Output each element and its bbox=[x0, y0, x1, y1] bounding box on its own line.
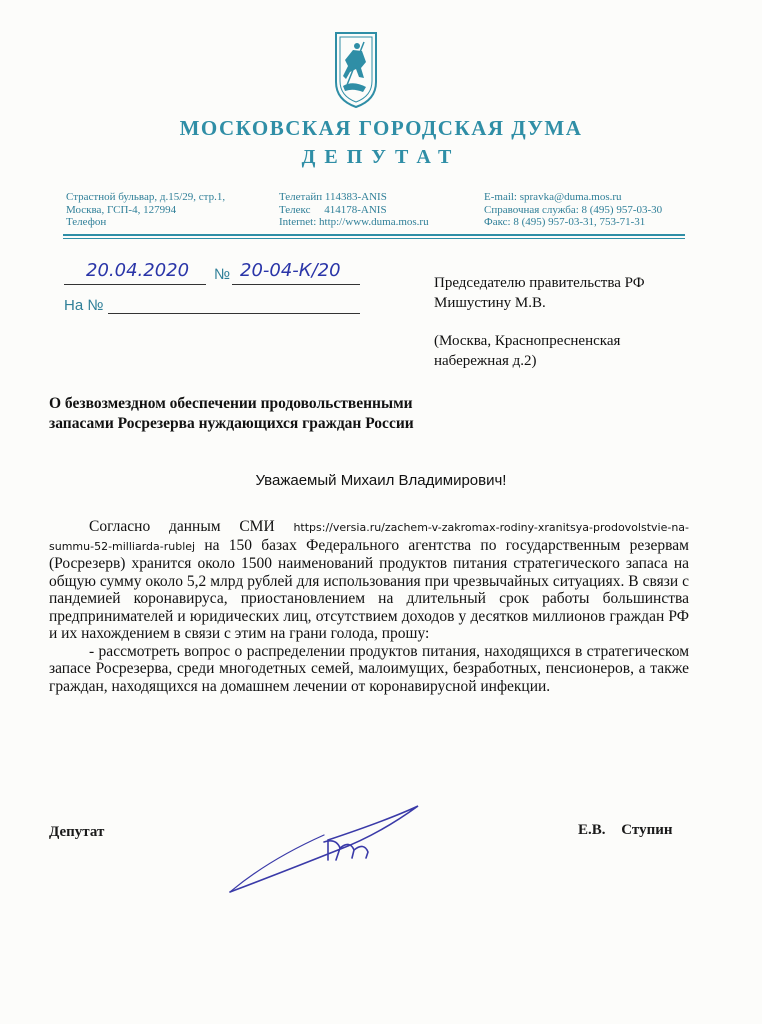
contact-line: E-mail: spravka@duma.mos.ru bbox=[484, 191, 622, 203]
number-underline bbox=[232, 284, 360, 285]
addressee-line: Мишустину М.В. bbox=[434, 295, 546, 311]
subject-line: запасами Росрезерва нуждающихся граждан России bbox=[49, 415, 414, 432]
addressee-line: набережная д.2) bbox=[434, 353, 537, 369]
body-text: на 150 базах Федерального агентства по государственным резервам (Росрезерв) хранится около 1500 наименований продуктов питания стратегического запаса на общую сумму около 5,2 млрд рублей для использования при чрезвычайных ситуациях. В связи с пандемией коронавируса, приостановлением на длительный срок работы большинства предпринимателей и юридических лиц, отсутствием доходов у десятков миллионов граждан РФ и их нахождением в связи с этим на грани голода, прошу: bbox=[49, 536, 689, 642]
on-number-label: На № bbox=[64, 297, 104, 314]
telex-line: Телекс 414178-ANIS bbox=[279, 203, 387, 216]
address-line: Страстной бульвар, д.15/29, стр.1, bbox=[66, 191, 226, 203]
body-text: Согласно данным СМИ bbox=[89, 518, 294, 535]
date-underline bbox=[64, 284, 206, 285]
header-divider-thin bbox=[63, 238, 685, 239]
org-name: МОСКОВСКАЯ ГОРОДСКАЯ ДУМА bbox=[179, 116, 583, 140]
contact-line: Справочная служба: 8 (495) 957-03-30 bbox=[484, 203, 663, 216]
header-divider bbox=[63, 234, 685, 236]
address-line: Москва, ГСП-4, 127994 bbox=[66, 203, 177, 216]
on-number-underline bbox=[108, 313, 360, 314]
handwritten-signature bbox=[228, 800, 428, 900]
letter-body bbox=[49, 518, 689, 695]
letter-date: 20.04.2020 bbox=[86, 260, 190, 281]
address-block bbox=[66, 191, 225, 229]
body-paragraph: - рассмотреть вопрос о распределении продуктов питания, находящихся в стратегическом запасе Росрезерва, среди многодетных семей, малоимущих, безработных, пенсионеров, а также граждан, находящихся на домашнем лечении от коронавирусной инфекции. bbox=[49, 642, 689, 695]
contact-line: Факс: 8 (495) 957-03-31, 753-71-31 bbox=[484, 216, 646, 228]
address-line: Телефон bbox=[66, 216, 107, 228]
signatory-role: Депутат bbox=[49, 824, 105, 840]
addressee-line: Председателю правительства РФ bbox=[434, 275, 645, 291]
letter-number: 20-04-К/20 bbox=[240, 260, 341, 281]
subject-line: О безвозмездном обеспечении продовольственными bbox=[49, 395, 413, 412]
telex-line: Телетайп 114383-ANIS bbox=[279, 191, 387, 203]
telex-block bbox=[279, 191, 429, 229]
number-label: № bbox=[214, 266, 231, 283]
greeting: Уважаемый Михаил Владимирович! bbox=[255, 472, 507, 489]
body-paragraph bbox=[49, 518, 689, 643]
addressee bbox=[434, 273, 645, 371]
addressee-line: (Москва, Краснопресненская bbox=[434, 333, 621, 349]
source-link: https://versia.ru/zachem-v-zakromax-rodiny-xranitsya-prodovolstvie-na-summu-52-milliarda-rublej bbox=[49, 521, 689, 553]
signatory-name: Е.В. Ступин bbox=[578, 822, 673, 838]
org-role: ДЕПУТАТ bbox=[301, 146, 461, 168]
subject bbox=[49, 394, 414, 434]
moscow-coat-of-arms-icon bbox=[333, 30, 379, 110]
telex-line: Internet: http://www.duma.mos.ru bbox=[279, 216, 429, 228]
contact-block bbox=[484, 191, 662, 229]
